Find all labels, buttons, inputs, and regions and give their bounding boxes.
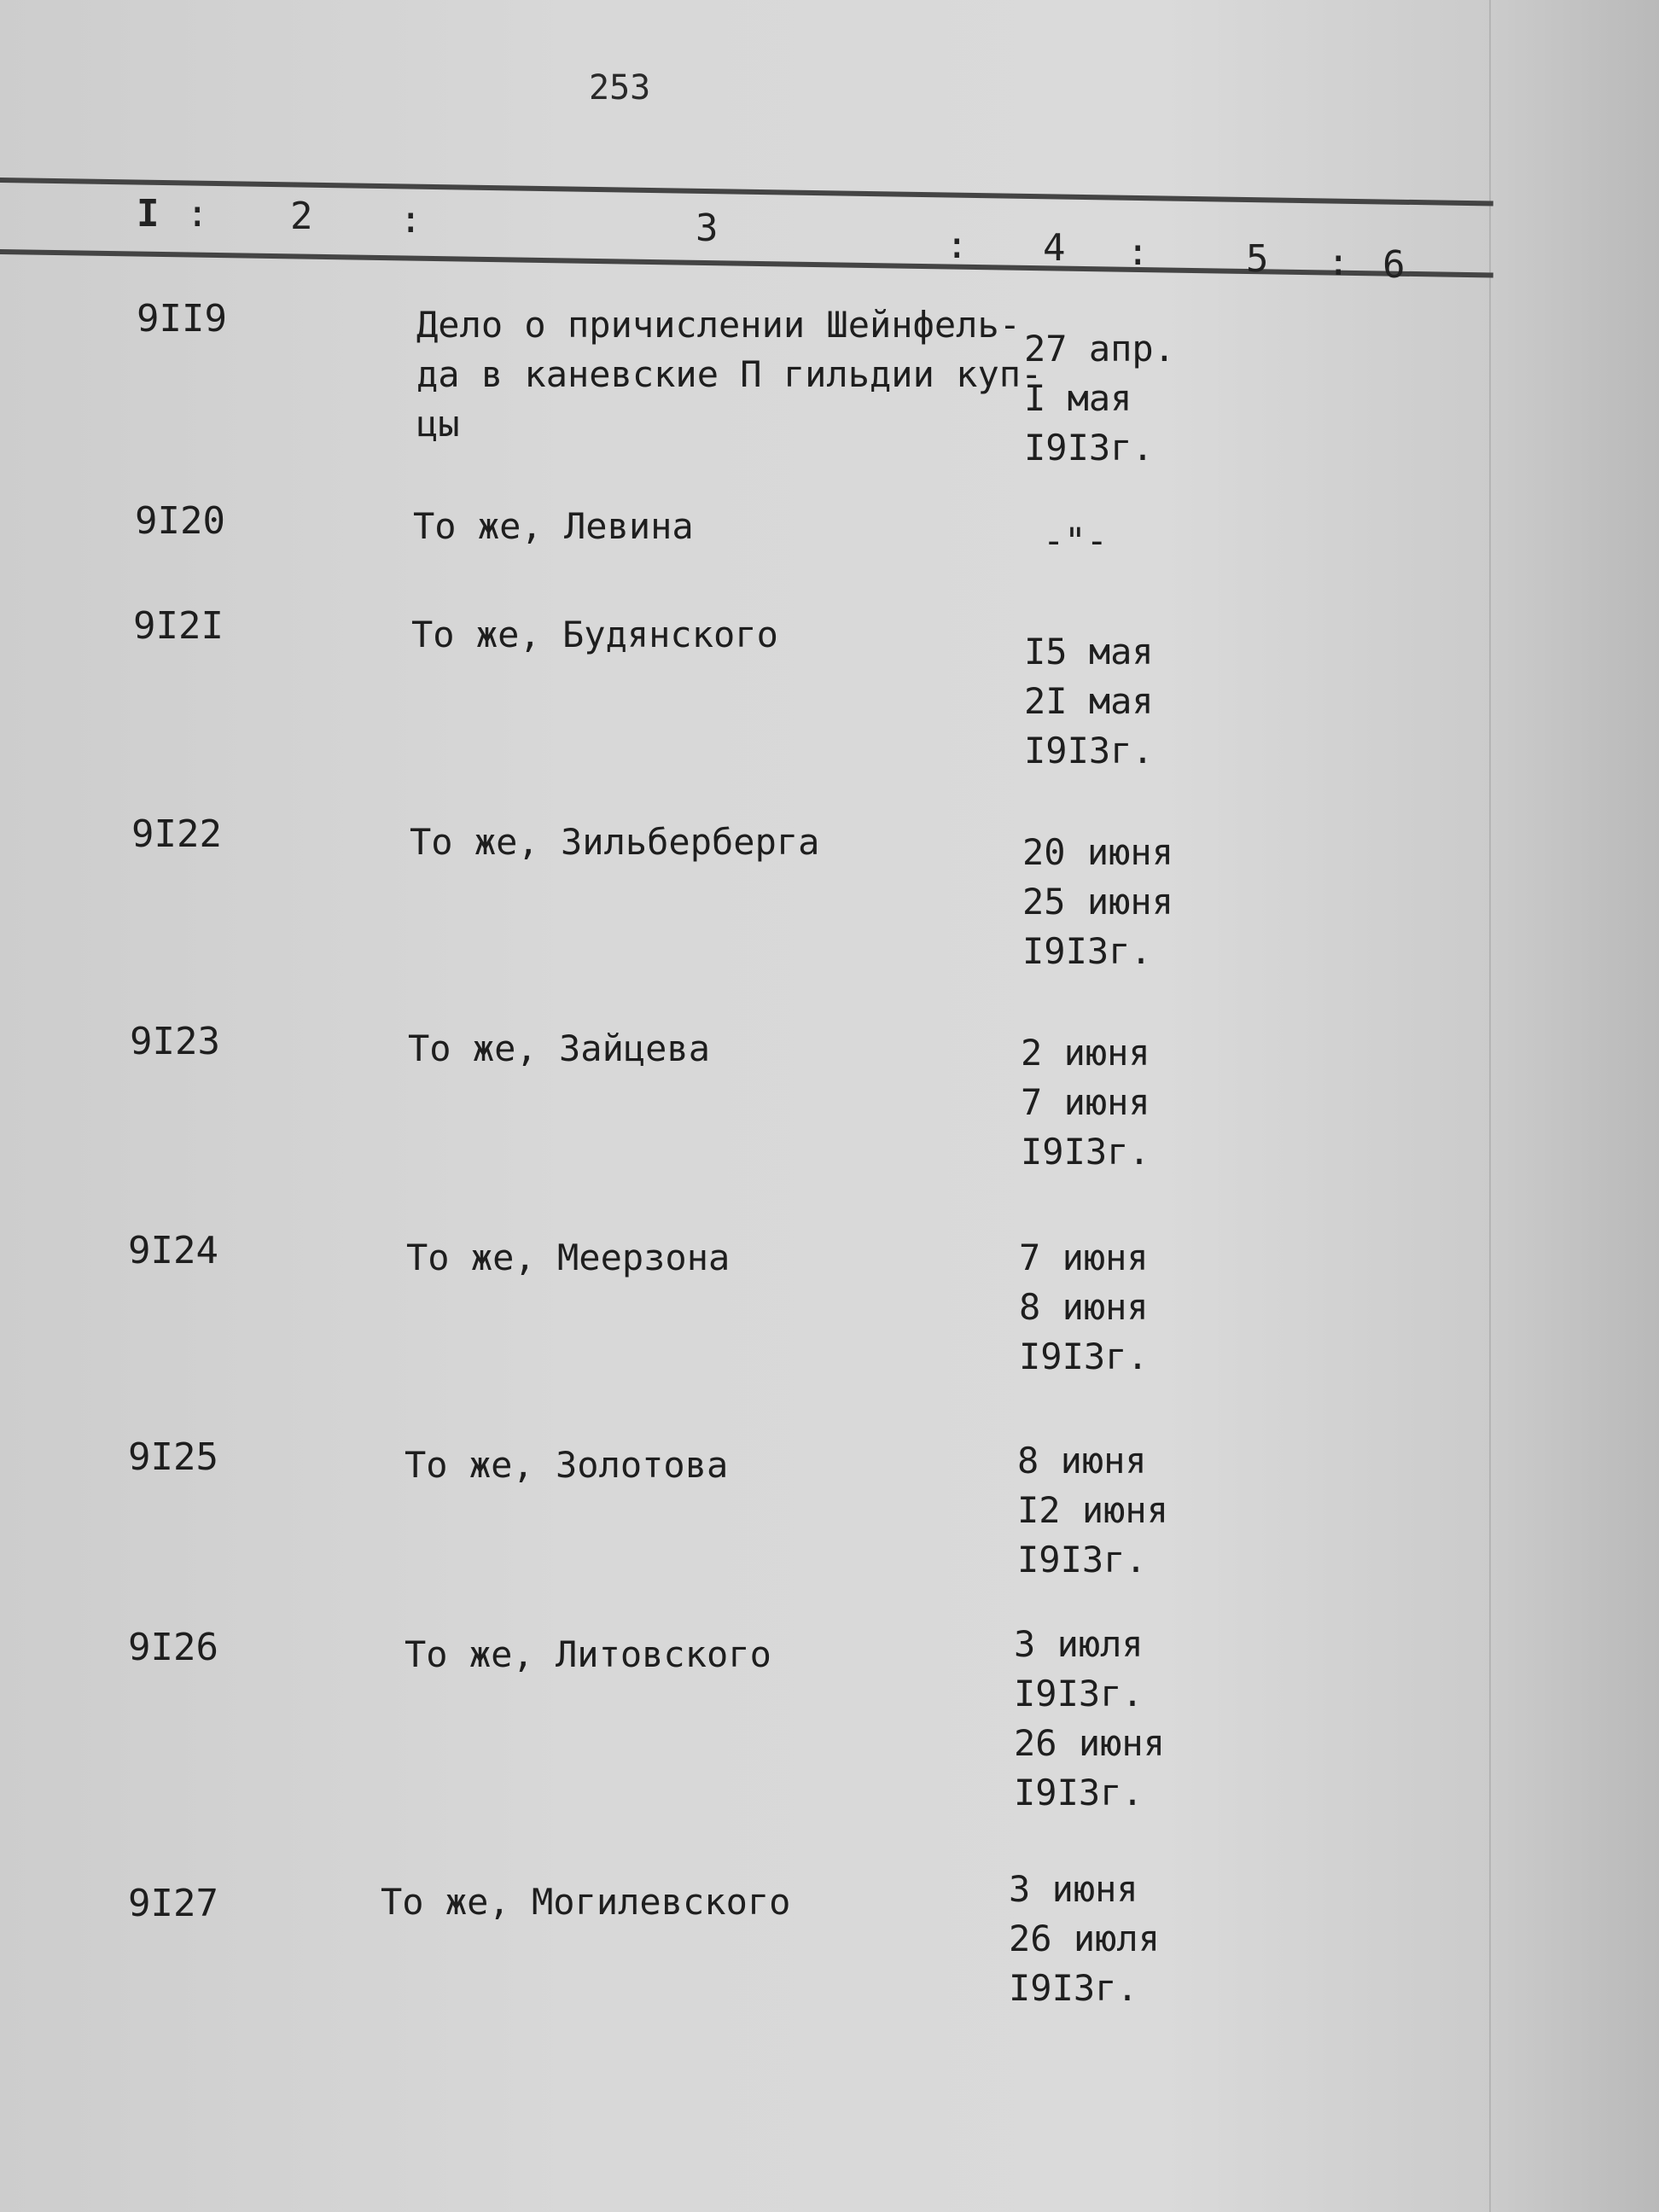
row-dates: 27 апр. I мая I9I3г. (1024, 328, 1176, 469)
row-dates: 20 июня 25 июня I9I3г. (1022, 831, 1174, 972)
row-title: То же, Левина (413, 505, 694, 547)
row-number: 9II9 (137, 297, 227, 341)
column-separator: : (399, 198, 424, 242)
column-separator: : (1126, 230, 1151, 274)
row-number: 9I2I (133, 604, 224, 648)
row-title: То же, Золотова (405, 1444, 729, 1486)
row-dates: 3 июня 26 июля I9I3г. (1009, 1868, 1161, 2009)
row-title: То же, Меерзона (406, 1237, 731, 1278)
row-number: 9I23 (130, 1020, 220, 1063)
column-header-6: 6 (1382, 243, 1407, 287)
row-title: То же, Зайцева (408, 1027, 711, 1069)
row-title: То же, Могилевского (381, 1881, 791, 1923)
row-title: Дело о причислении Шейнфель- да в каневские П гильдии куп- цы (416, 304, 1043, 445)
row-number: 9I24 (128, 1229, 218, 1272)
row-dates: -"- (1043, 520, 1108, 562)
row-number: 9I22 (131, 812, 222, 856)
row-title: То же, Зильберберга (410, 821, 820, 863)
row-dates: 3 июля I9I3г. 26 июня I9I3г. (1014, 1623, 1166, 1813)
column-header-3: 3 (696, 207, 720, 250)
column-header-4: 4 (1043, 226, 1068, 270)
row-dates: 7 июня 8 июня I9I3г. (1019, 1237, 1149, 1377)
row-number: 9I26 (128, 1626, 218, 1669)
row-dates: 8 июня I2 июня I9I3г. (1017, 1440, 1169, 1580)
row-number: 9I27 (128, 1882, 218, 1925)
row-number: 9I25 (128, 1435, 218, 1479)
row-title: То же, Будянского (411, 614, 778, 655)
page-number: 253 (589, 68, 651, 108)
column-separator: : (946, 224, 970, 267)
row-dates: I5 мая 2I мая I9I3г. (1024, 631, 1154, 771)
column-separator: : (186, 192, 211, 236)
column-header-5: 5 (1246, 237, 1271, 281)
column-separator: : (1327, 241, 1352, 284)
column-header-2: 2 (290, 195, 315, 238)
row-number: 9I20 (135, 499, 225, 543)
row-title: То же, Литовского (405, 1633, 771, 1675)
row-dates: 2 июня 7 июня I9I3г. (1021, 1032, 1150, 1173)
column-header-1: I (137, 192, 161, 236)
page-edge (1489, 0, 1491, 2212)
